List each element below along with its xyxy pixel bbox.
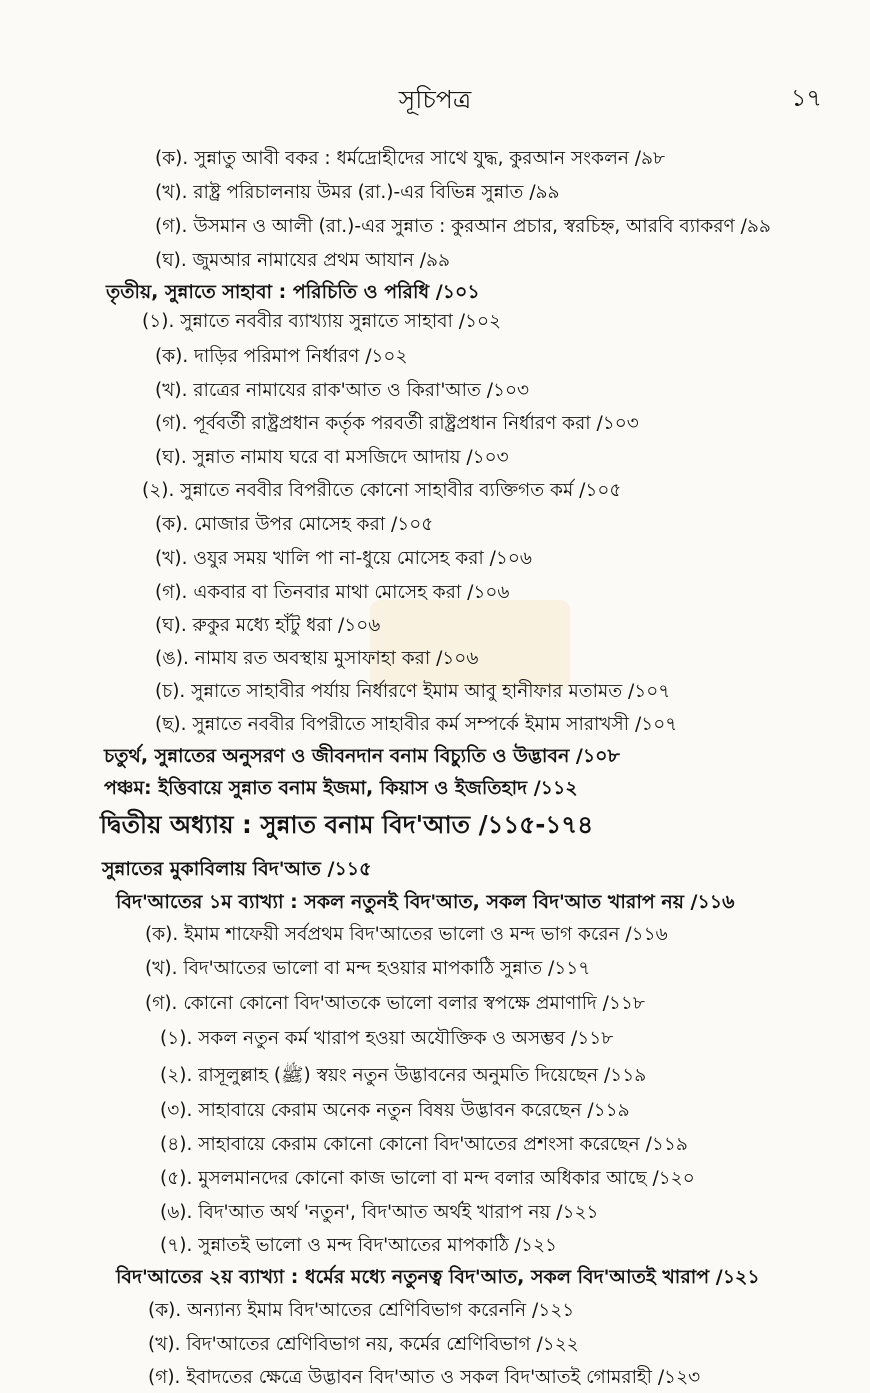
toc-entry: (ঘ). সুন্নাত নামায ঘরে বা মসজিদে আদায় /১০৩: [155, 447, 509, 468]
toc-section-heading: বিদ'আতের ২য় ব্যাখ্যা : ধর্মের মধ্যে নতুনত্ব বিদ'আত, সকল বিদ'আতই খারাপ /১২১: [116, 1266, 760, 1288]
toc-entry: (৭). সুন্নাতই ভালো ও মন্দ বিদ'আতের মাপকাঠি /১২১: [160, 1235, 558, 1256]
toc-entry: (ক). দাড়ির পরিমাপ নির্ধারণ /১০২: [155, 346, 408, 367]
toc-entry: (ক). মোজার উপর মোসেহ করা /১০৫: [155, 514, 434, 535]
page-number: ১৭: [790, 84, 822, 112]
toc-entry: (ছ). সুন্নাতে নববীর বিপরীতে সাহাবীর কর্ম সম্পর্কে ইমাম সারাখসী /১০৭: [155, 714, 678, 735]
toc-entry: (খ). বিদ'আতের ভালো বা মন্দ হওয়ার মাপকাঠি সুন্নাত /১১৭: [145, 958, 591, 979]
toc-entry: (খ). রাত্রের নামাযের রাক'আত ও কিরা'আত /১০৩: [155, 380, 530, 401]
toc-entry: (খ). রাষ্ট্র পরিচালনায় উমর (রা.)-এর বিভিন্ন সুন্নাত /৯৯: [155, 182, 560, 203]
toc-entry: (চ). সুন্নাতে সাহাবীর পর্যায় নির্ধারণে ইমাম আবু হানীফার মতামত /১০৭: [155, 681, 671, 702]
page-header: [0, 80, 870, 120]
toc-entry: (১). সকল নতুন কর্ম খারাপ হওয়া অযৌক্তিক ও অসম্ভব /১১৮: [160, 1028, 614, 1049]
toc-entry: (১). সুন্নাতে নববীর ব্যাখ্যায় সুন্নাতে সাহাবা /১০২: [142, 311, 502, 332]
toc-entry: (গ). পূর্ববর্তী রাষ্ট্রপ্রধান কর্তৃক পরবর্তী রাষ্ট্রপ্রধান নির্ধারণ করা /১০৩: [155, 413, 639, 434]
toc-entry: (গ). ইবাদতের ক্ষেত্রে উদ্ভাবন বিদ'আত ও সকল বিদ'আতই গোমরাহী /১২৩: [148, 1367, 701, 1388]
toc-entry: (খ). ওযুর সময় খালি পা না-ধুয়ে মোসেহ করা /১০৬: [155, 548, 532, 569]
toc-entry: (ঙ). নামায রত অবস্থায় মুসাফাহা করা /১০৬: [155, 648, 479, 669]
toc-entry: (২). সুন্নাতে নববীর বিপরীতে কোনো সাহাবীর ব্যক্তিগত কর্ম /১০৫: [142, 480, 622, 501]
toc-section-heading: বিদ'আতের ১ম ব্যাখ্যা : সকল নতুনই বিদ'আত, সকল বিদ'আত খারাপ নয় /১১৬: [116, 891, 735, 913]
toc-entry: (২). রাসূলুল্লাহ (ﷺ) স্বয়ং নতুন উদ্ভাবনের অনুমতি দিয়েছেন /১১৯: [160, 1065, 647, 1086]
toc-entry: (৫). মুসলমানদের কোনো কাজ ভালো বা মন্দ বলার অধিকার আছে /১২০: [160, 1168, 695, 1189]
toc-entry: (৬). বিদ'আত অর্থ 'নতুন', বিদ'আত অর্থই খারাপ নয় /১২১: [160, 1202, 599, 1223]
toc-entry: (ক). ইমাম শাফেয়ী সর্বপ্রথম বিদ'আতের ভালো ও মন্দ ভাগ করেন /১১৬: [145, 924, 668, 945]
toc-section-heading: চতুর্থ, সুন্নাতের অনুসরণ ও জীবনদান বনাম বিচ্যুতি ও উদ্ভাবন /১০৮: [104, 745, 620, 767]
toc-section-heading: পঞ্চম: ইত্তিবায়ে সুন্নাত বনাম ইজমা, কিয়াস ও ইজতিহাদ /১১২: [104, 777, 578, 799]
toc-entry: (খ). বিদ'আতের শ্রেণিবিভাগ নয়, কর্মের শ্রেণিবিভাগ /১২২: [148, 1334, 579, 1355]
toc-entry: (গ). কোনো কোনো বিদ'আতকে ভালো বলার স্বপক্ষে প্রমাণাদি /১১৮: [145, 993, 645, 1014]
toc-section-heading: তৃতীয়, সুন্নাতে সাহাবা : পরিচিতি ও পরিধি /১০১: [106, 281, 480, 303]
toc-entry: (৩). সাহাবায়ে কেরাম অনেক নতুন বিষয় উদ্ভাবন করেছেন /১১৯: [160, 1100, 630, 1121]
toc-entry: (৪). সাহাবায়ে কেরাম কোনো কোনো বিদ'আতের প্রশংসা করেছেন /১১৯: [160, 1134, 688, 1155]
toc-entry: (গ). একবার বা তিনবার মাথা মোসেহ করা /১০৬: [155, 582, 510, 603]
toc-chapter-heading: দ্বিতীয় অধ্যায় : সুন্নাত বনাম বিদ'আত /১১৫-১৭৪: [100, 810, 594, 839]
toc-entry: (গ). উসমান ও আলী (রা.)-এর সুন্নাত : কুরআন প্রচার, স্বরচিহ্ন, আরবি ব্যাকরণ /৯৯: [155, 216, 771, 237]
page-title: সূচিপত্র: [398, 85, 472, 114]
toc-entry: (ক). অন্যান্য ইমাম বিদ'আতের শ্রেণিবিভাগ করেননি /১২১: [148, 1300, 575, 1321]
toc-section-heading: সুন্নাতের মুকাবিলায় বিদ'আত /১১৫: [102, 858, 372, 880]
toc-entry: (ঘ). রুকুর মধ্যে হাঁটু ধরা /১০৬: [155, 615, 381, 636]
toc-entry: (ক). সুন্নাতু আবী বকর : ধর্মদ্রোহীদের সাথে যুদ্ধ, কুরআন সংকলন /৯৮: [155, 148, 666, 169]
toc-entry: (ঘ). জুমআর নামাযের প্রথম আযান /৯৯: [155, 250, 450, 271]
